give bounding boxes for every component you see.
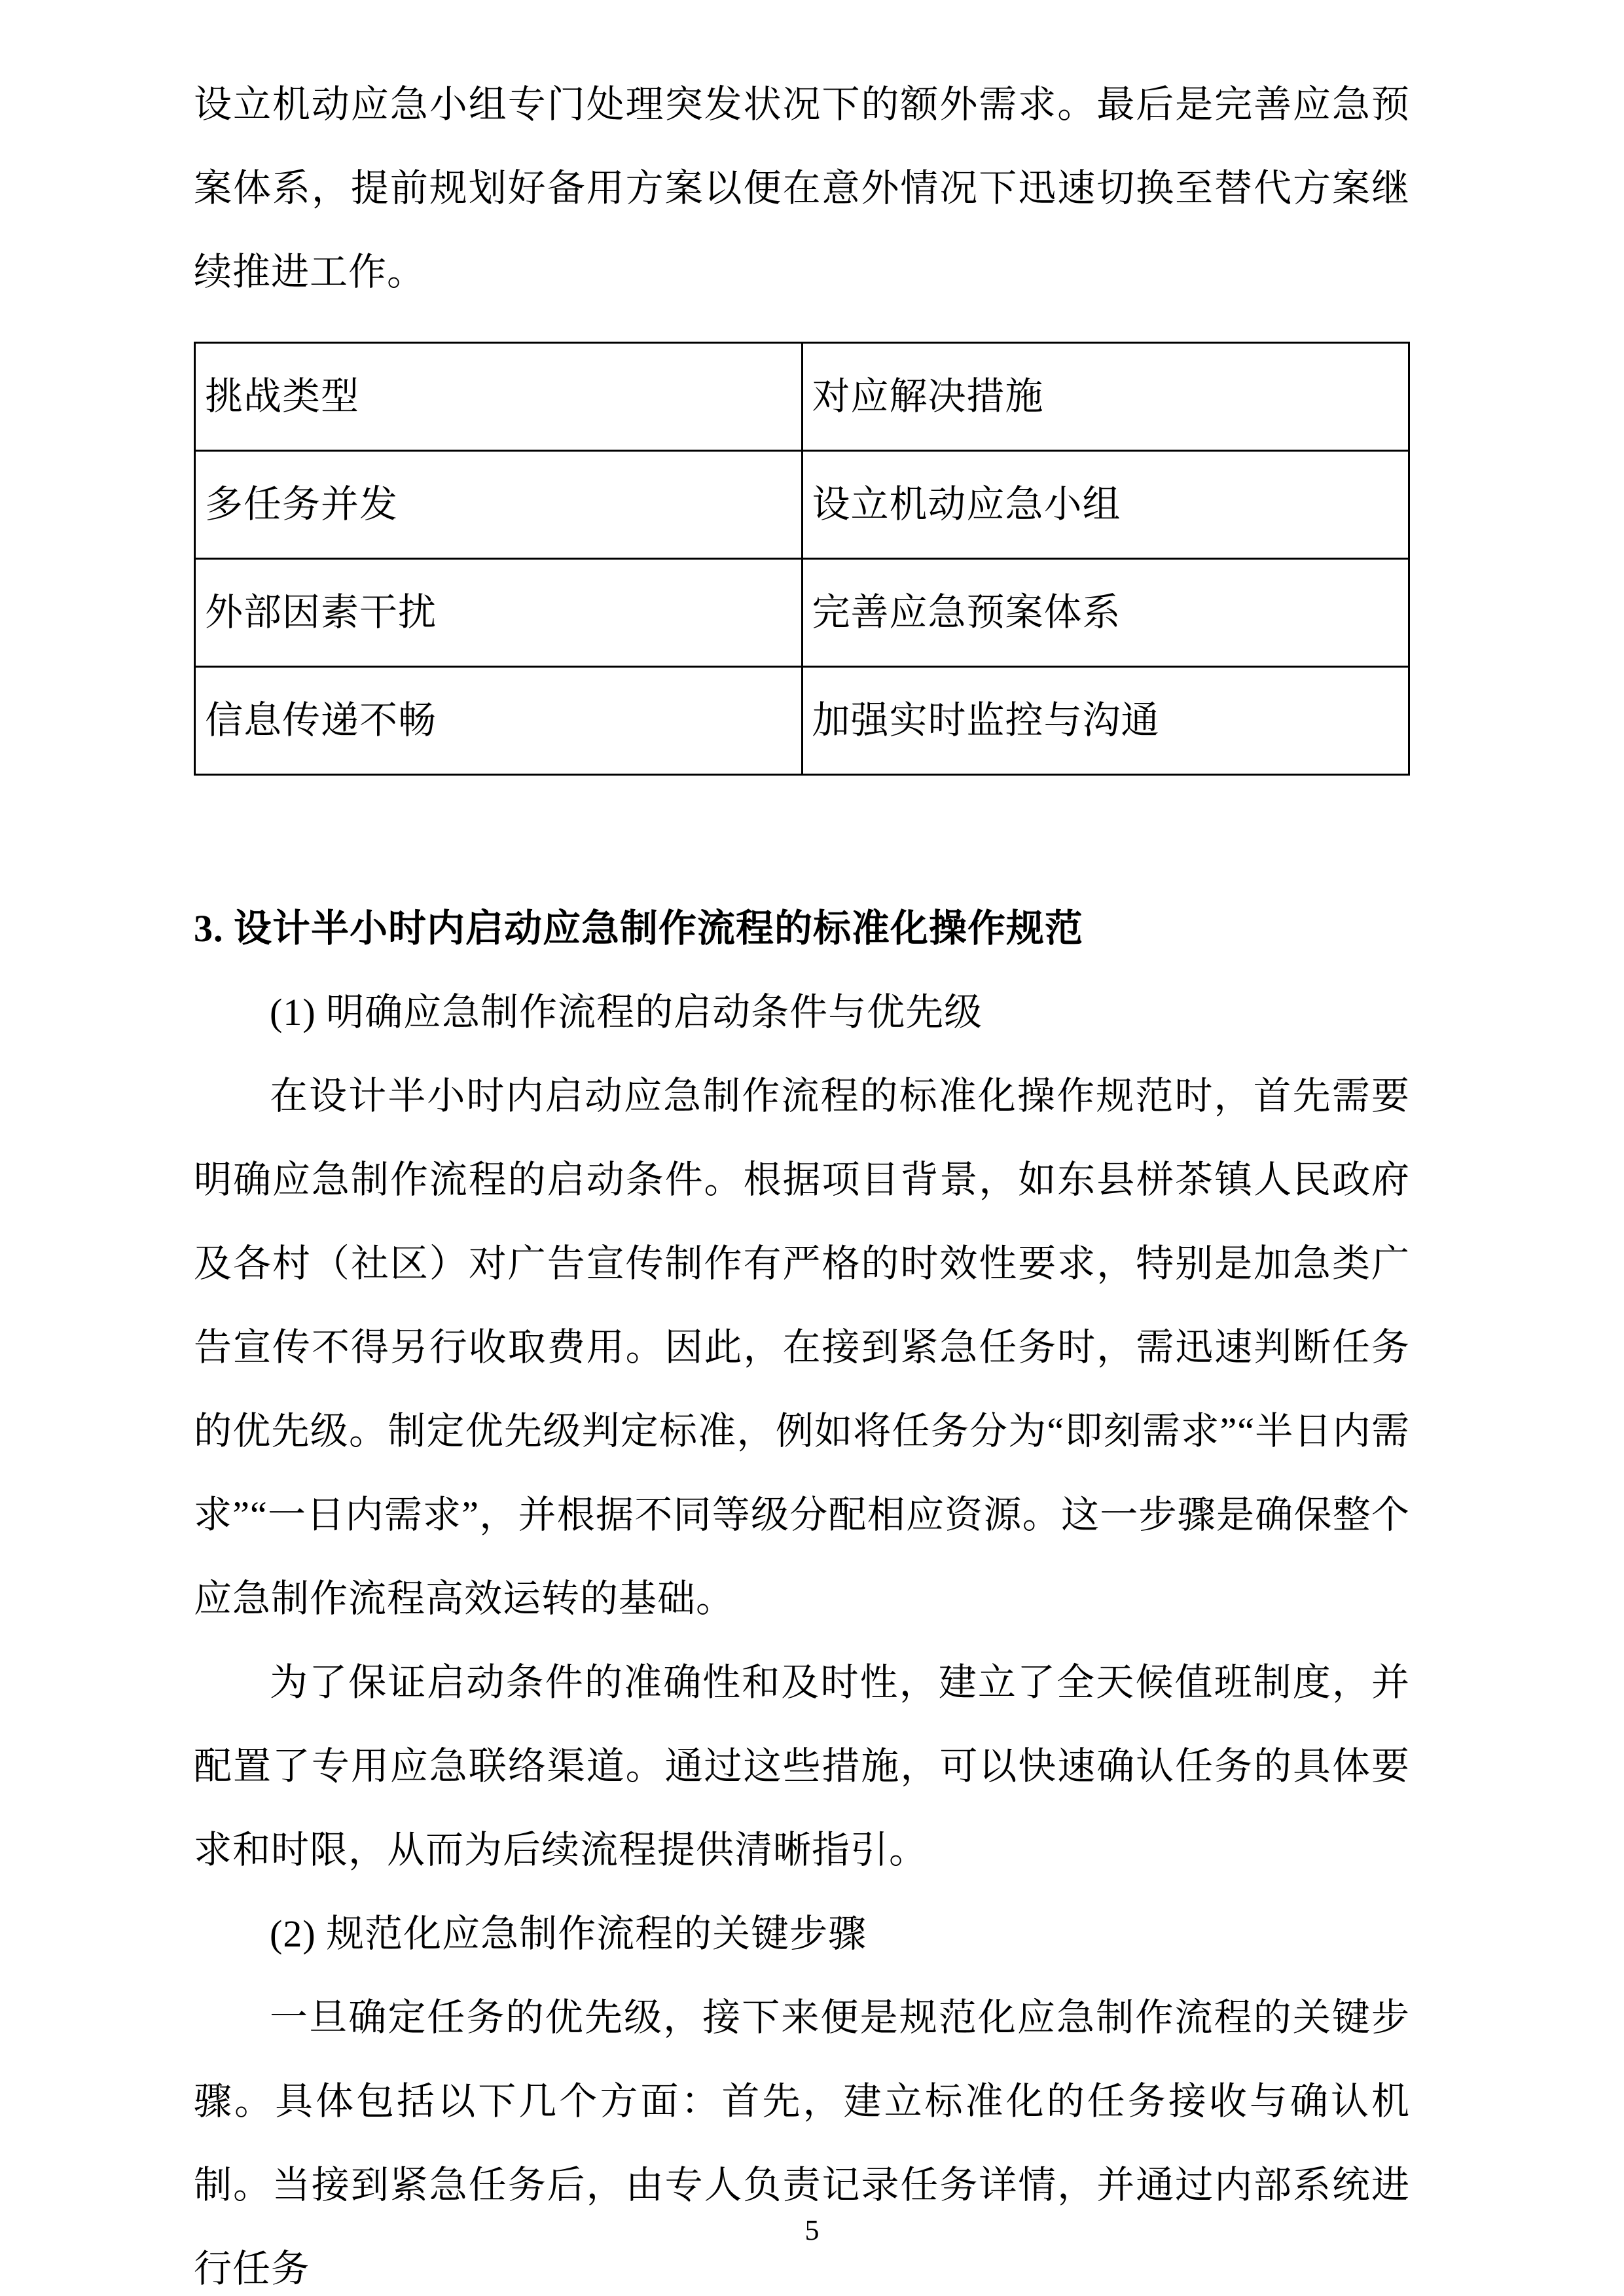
- body-paragraph: 为了保证启动条件的准确性和及时性，建立了全天候值班制度，并配置了专用应急联络渠道。通过这些措施，可以快速确认任务的具体要求和时限，从而为后续流程提供清晰指引。: [194, 1661, 1410, 1871]
- table-header-row: [195, 343, 1409, 451]
- table-cell: 多任务并发: [195, 451, 803, 559]
- intro-paragraph: 设立机动应急小组专门处理突发状况下的额外需求。最后是完善应急预案体系，提前规划好备用方案以便在意外情况下迅速切换至替代方案继续推进工作。: [194, 83, 1410, 293]
- table-header-cell-solution: 对应解决措施: [802, 343, 1409, 451]
- table-row: [195, 451, 1409, 559]
- subsection-heading-1: (1) 明确应急制作流程的启动条件与优先级: [270, 991, 983, 1033]
- body-paragraph: 在设计半小时内启动应急制作流程的标准化操作规范时，首先需要明确应急制作流程的启动条件。根据项目背景，如东县栟茶镇人民政府及各村（社区）对广告宣传制作有严格的时效性要求，特别是加急类广告宣传不得另行收取费用。因此，在接到紧急任务时，需迅速判断任务的优先级。制定优先级判定标准，例如将任务分为“即刻需求”“半日内需求”“一日内需求”，并根据不同等级分配相应资源。这一步骤是确保整个应急制作流程高效运转的基础。: [194, 1075, 1410, 1620]
- body-paragraph: 一旦确定任务的优先级，接下来便是规范化应急制作流程的关键步骤。具体包括以下几个方面：首先，建立标准化的任务接收与确认机制。当接到紧急任务后，由专人负责记录任务详情，并通过内部系统进行任务: [194, 1996, 1410, 2290]
- challenges-solutions-table: [194, 342, 1410, 776]
- page-number: 5: [804, 2214, 820, 2246]
- page-content: [194, 63, 1410, 2296]
- table-cell: 外部因素干扰: [195, 559, 803, 667]
- subsection-heading-2: (2) 规范化应急制作流程的关键步骤: [270, 1912, 867, 1955]
- table-cell: 设立机动应急小组: [802, 451, 1409, 559]
- section-heading: 3. 设计半小时内启动应急制作流程的标准化操作规范: [194, 907, 1084, 950]
- table-cell: 完善应急预案体系: [802, 559, 1409, 667]
- table-row: [195, 667, 1409, 775]
- table-row: [195, 559, 1409, 667]
- table-cell: 信息传递不畅: [195, 667, 803, 775]
- table-cell: 加强实时监控与沟通: [802, 667, 1409, 775]
- table-header-cell-challenge-type: 挑战类型: [195, 343, 803, 451]
